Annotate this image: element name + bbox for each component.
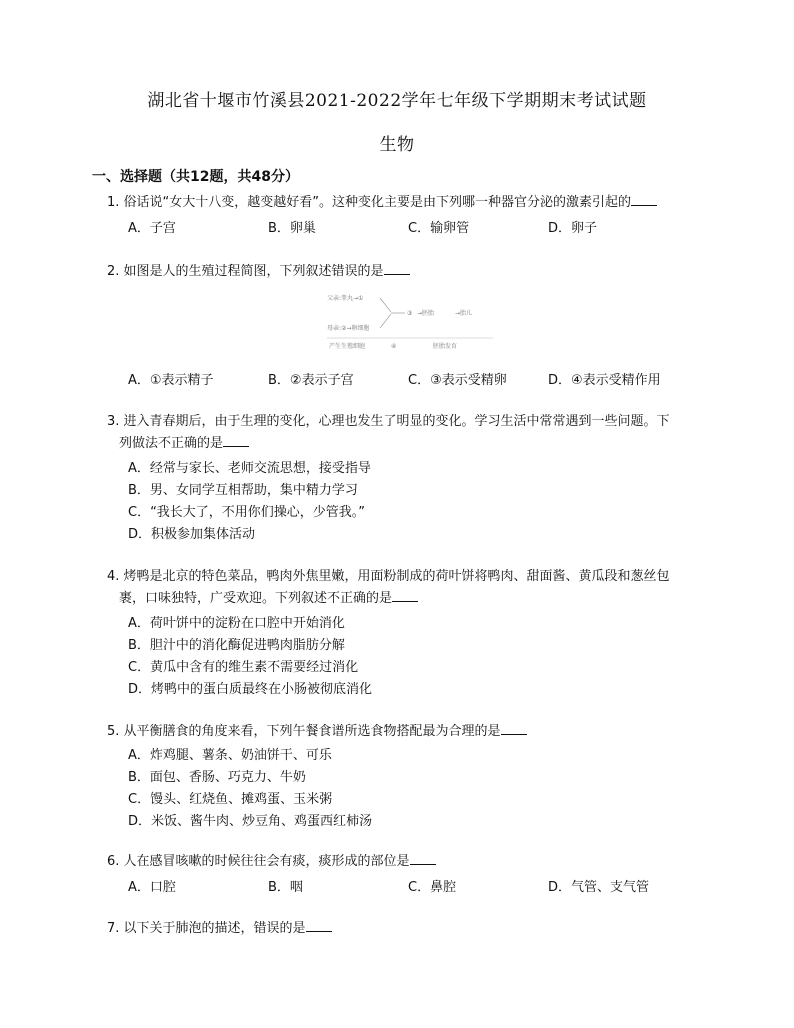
question-text: 俗话说“女大十八变，越变越好看”。这种变化主要是由下列哪一种器官分泌的激素引起的 [123,195,632,210]
q5-option-d: D．米饭、酱牛肉、炒豆角、鸡蛋西红柿汤 [128,814,373,829]
question-text-line-2: 裹，口味独特，广受欢迎。下列叙述不正确的是 [119,591,393,606]
question-7 [107,918,707,940]
answer-blank [384,262,410,275]
q5-option-a: A．炸鸡腿、薯条、奶油饼干、可乐 [128,748,332,763]
diagram-label-cells: 产生生殖细胞 [329,343,366,350]
answer-blank [223,434,249,447]
q4-option-b: B．胆汁中的消化酶促进鸭肉脂肪分解 [128,638,345,653]
reproduction-diagram [325,290,495,354]
q3-option-b: B．男、女同学互相帮助，集中精力学习 [128,483,358,498]
answer-blank [306,919,332,932]
q2-option-a: A．①表示精子 [128,373,214,388]
exam-subject: 生物 [379,135,415,155]
q4-option-c: C．黄瓜中含有的维生素不需要经过消化 [128,660,359,675]
q1-option-d: D．卵子 [548,221,598,236]
question-text-line-1: 烤鸭是北京的特色菜品，鸭肉外焦里嫩，用面粉制成的荷叶饼将鸭肉、甜面酱、黄瓜段和葱丝包 [123,569,670,584]
answer-blank [631,193,657,206]
diagram-arrow [380,314,391,328]
question-number: 4. [107,569,120,584]
q3-option-c: C．“我长大了，不用你们操心，少管我。” [128,505,366,520]
answer-blank [392,589,418,602]
diagram-node-3: ③ [407,310,413,317]
q6-option-a: A．口腔 [128,880,176,895]
question-text: 以下关于肺泡的描述，错误的是 [123,921,306,936]
section-heading: 一、选择题（共12题，共48分） [92,169,299,185]
q2-option-b: B．②表示子宫 [268,373,354,388]
question-6 [107,851,707,873]
question-number: 2. [107,264,120,279]
q1-option-c: C．输卵管 [408,221,470,236]
q6-option-c: C．鼻腔 [408,880,457,895]
q6-option-d: D．气管、支气管 [548,880,650,895]
q5-option-c: C．馒头、红烧鱼、摊鸡蛋、玉米粥 [128,792,333,807]
q1-option-a: A．子宫 [128,221,176,236]
question-number: 1. [107,195,120,210]
answer-blank [501,722,527,735]
question-number: 3. [107,414,120,429]
question-number: 7. [107,921,120,936]
diagram-mother: 母亲:②→卵细胞 [327,325,370,332]
q6-option-b: B．咽 [268,880,303,895]
question-4 [107,566,707,610]
answer-blank [410,852,436,865]
diagram-label-4: ④ [391,343,397,350]
q1-option-b: B．卵巢 [268,221,316,236]
diagram-father: 父亲:睾丸→① [327,295,364,302]
question-number: 5. [107,724,120,739]
question-number: 6. [107,854,120,869]
q3-option-d: D．积极参加集体活动 [128,527,256,542]
diagram-label-development: 胚胎发育 [433,343,458,350]
q4-option-d: D．烤鸭中的蛋白质最终在小肠被彻底消化 [128,682,373,697]
question-text-line-2: 列做法不正确的是 [119,436,224,451]
q2-option-c: C．③表示受精卵 [408,373,507,388]
question-text-line-1: 进入青春期后，由于生理的变化，心理也发生了明显的变化。学习生活中常常遇到一些问题。下 [123,414,670,429]
q3-option-a: A．经常与家长、老师交流思想，接受指导 [128,461,371,476]
diagram-fetus: →胎儿 [455,310,473,317]
exam-title: 湖北省十堰市竹溪县2021-2022学年七年级下学期期末考试试题 [147,91,647,111]
question-2 [107,261,707,283]
question-text: 如图是人的生殖过程简图，下列叙述错误的是 [123,264,384,279]
diagram-arrow [380,298,391,312]
question-3 [107,411,707,455]
q2-option-d: D．④表示受精作用 [548,373,661,388]
question-1 [107,192,707,214]
q5-option-b: B．面包、香肠、巧克力、牛奶 [128,770,306,785]
q4-option-a: A．荷叶饼中的淀粉在口腔中开始消化 [128,616,345,631]
question-text: 人在感冒咳嗽的时候往往会有痰，痰形成的部位是 [123,854,410,869]
question-text: 从平衡膳食的角度来看，下列午餐食谱所选食物搭配最为合理的是 [123,724,501,739]
question-5 [107,721,707,743]
diagram-embryo: →胚胎 [417,310,435,317]
